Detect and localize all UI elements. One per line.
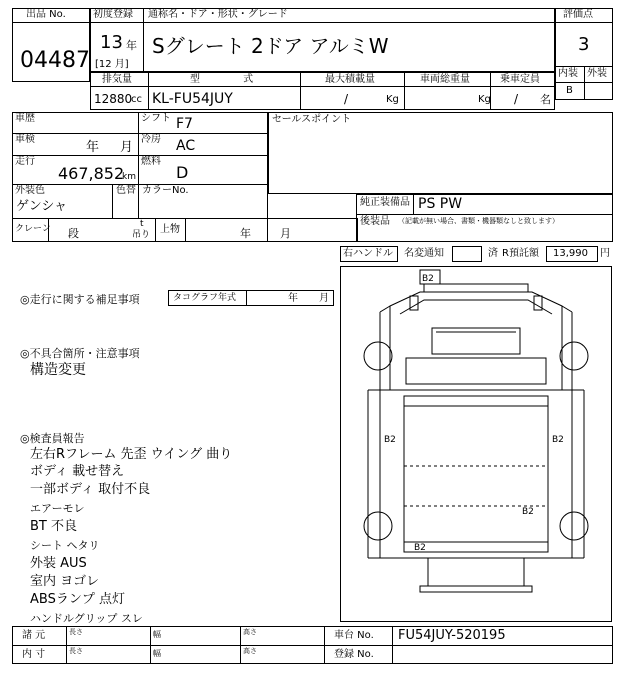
eval-score: 3 [578,34,590,55]
inspection-label: 車検 [15,134,35,145]
divider [240,626,241,664]
divider [12,645,613,646]
divider [300,72,301,110]
model-name: Sグレート 2ドア アルミW [152,34,389,58]
capacity-sep: / [514,92,519,106]
divider [392,626,393,664]
loading-month-unit: 月 [280,227,291,240]
divider [155,218,156,242]
inspector-item: 一部ボディ 取付不良 [30,482,151,497]
divider [12,155,268,156]
divider [356,214,613,215]
ext-color-value: ゲンシャ [16,199,68,214]
lot-label: 出品 No. [26,9,66,20]
inspector-item: 室内 ヨゴレ [30,574,100,589]
color-no-label: 色替 [116,185,136,196]
disp-label: 排気量 [102,74,132,85]
tacho-year-unit: 年 [288,293,298,304]
divider [12,133,268,134]
recycle-value: 13,990 [553,248,588,259]
truck-outline-diagram [340,266,612,622]
history-label: 車歴 [15,113,35,124]
divider [90,86,555,87]
inspector-item: ボディ 載せ替え [30,464,125,479]
inspector-item: シート ヘタリ [30,539,100,552]
crane-label: クレーン [15,224,51,234]
inspector-item: 左右Rフレーム 先歪 ウイング 曲り [30,447,233,462]
inspector-item: エアーモレ [30,502,85,515]
specs-label: 諸 元 [22,630,46,641]
interior-grade: B [566,85,573,96]
reg-month: [12 月] [95,59,129,70]
color-code-label: カラーNo. [142,185,189,196]
gross-unit: Kg [478,94,491,105]
exterior-label: 外装 [587,68,607,79]
model-label: 通称名・ドア・形状・グレード [148,9,288,20]
divider [90,22,555,23]
loading-label: 上物 [160,224,180,235]
divider [555,22,613,23]
divider [413,194,414,214]
damage-mark: B2 [552,435,564,445]
chassis-label: 車台 No. [334,630,374,641]
name-change-label: 名変通知 [404,248,444,259]
disp-value: 12880 [94,92,133,106]
damage-mark: B2 [384,435,396,445]
divider [324,626,325,664]
aftermarket-note: （記載が無い場合、書類・機器類なしと致します） [398,217,559,225]
damage-mark: B2 [522,507,534,517]
length-label: 長さ [69,647,83,655]
damage-mark: B2 [422,274,434,284]
tacho-month-unit: 月 [319,293,329,304]
fuel-value: D [176,163,189,182]
crane-t: t [140,219,144,229]
recycle-label: R預託額 [502,248,539,259]
insp-year-unit: 年 [86,140,100,155]
gross-label: 車両総重量 [420,74,470,85]
mileage-value: 467,852 [58,164,125,183]
inspector-item: ハンドルグリップ スレ [30,612,143,625]
reg-year-unit: 年 [126,39,137,52]
height-label: 高さ [243,647,257,655]
equip-label: 純正装備品 [360,197,410,208]
mileage-label: 走行 [15,156,35,167]
insp-month-unit: 月 [120,140,134,155]
width-label: 幅 [153,630,161,639]
shift-value: F7 [176,116,193,132]
rhd-label: 右ハンドル [343,248,393,259]
divider [246,290,247,306]
disp-unit: cc [131,94,142,105]
recycle-prefix: 済 [488,248,498,259]
driving-title: ◎走行に関する補足事項 [20,293,140,306]
interior-label: 内装 [558,68,578,79]
divider [150,626,151,664]
sales-point-label: セールスポイント [272,114,352,125]
name-change-check [452,246,482,262]
inspector-title: ◎検査員報告 [20,432,85,445]
divider [185,218,186,242]
type-value: KL-FU54JUY [152,91,233,107]
type-label: 型 式 [190,74,254,85]
recycle-unit: 円 [600,248,610,259]
divider [12,184,268,185]
reg-no-label: 登録 No. [334,649,374,660]
divider [404,72,405,110]
capacity-label: 乗車定員 [500,74,540,85]
shift-label: シフト [141,113,171,124]
divider [138,112,139,184]
reg-year: 13 [100,32,123,53]
lot-number: 04487 [20,48,90,73]
divider [584,66,585,100]
equip-value: PS PW [418,196,463,212]
payload-sep: / [344,92,349,106]
divider [143,8,144,72]
defects-item: 構造変更 [30,362,86,378]
tacho-label: タコグラフ年式 [173,293,237,303]
payload-label: 最大積載量 [325,74,375,85]
payload-unit: Kg [386,94,399,105]
eval-label: 評価点 [563,9,593,20]
height-label: 高さ [243,628,257,636]
damage-mark: B2 [414,543,426,553]
divider [148,72,149,110]
divider [112,184,113,218]
divider [12,22,90,23]
ext-color-label: 外装色 [15,185,45,196]
divider [66,626,67,664]
aftermarket-label: 後装品 [360,216,390,227]
inspector-item: BT 不良 [30,519,77,534]
dims-label: 内 寸 [22,649,46,660]
inspector-item: ABSランプ 点灯 [30,592,125,607]
width-label: 幅 [153,649,161,658]
inspector-item: 外装 AUS [30,556,87,571]
divider [138,184,139,218]
length-label: 長さ [69,628,83,636]
capacity-unit: 名 [540,93,551,106]
defects-title: ◎不具合箇所・注意事項 [20,347,140,360]
crane-step: 段 [68,227,79,240]
crane-hoist: 吊り [132,230,151,240]
loading-year-unit: 年 [240,227,251,240]
chassis-value: FU54JUY-520195 [398,628,506,643]
fuel-label: 燃料 [141,156,161,167]
mileage-unit: km [122,172,136,182]
ac-value: AC [176,138,196,154]
ac-label: 冷房 [141,134,161,145]
reg-label: 初度登録 [93,9,133,20]
